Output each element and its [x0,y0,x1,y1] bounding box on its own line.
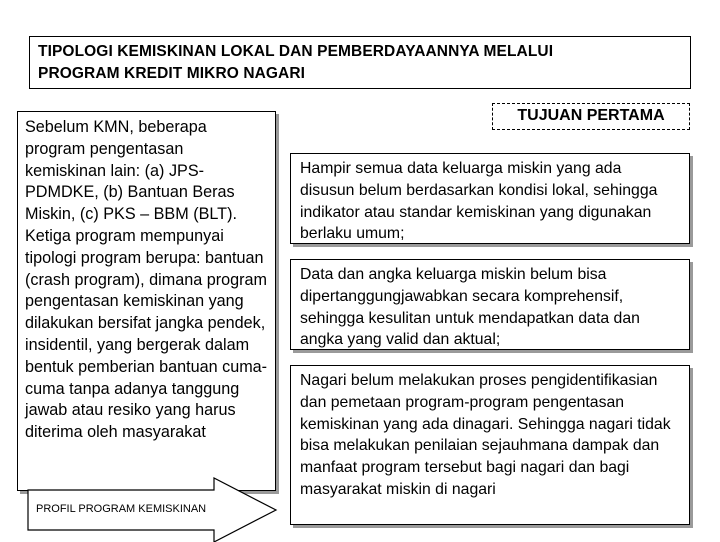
point-box-1 [290,153,690,244]
point-text-2: Data dan angka keluarga miskin belum bisa dipertanggungjawabkan secara komprehensif, sehingga kesulitan untuk mendapatkan data dan angka yang valid dan aktual; [300,266,640,349]
title-line-2: PROGRAM KREDIT MIKRO NAGARI [38,65,306,82]
profile-arrow-label: PROFIL PROGRAM KEMISKINAN [36,503,207,515]
point-text-1: Hampir semua data keluarga miskin yang ada disusun belum berdasarkan kondisi lokal, sehingga indikator atau standar kemiskinan yang digunakan berlaku umum; [300,160,658,243]
tujuan-pertama-label: TUJUAN PERTAMA [492,103,690,130]
point-text-3: Nagari belum melakukan proses pengidentifikasian dan pemetaan program-program pengentasan kemiskinan yang ada dinagari. Sehingga nagari tidak bisa melakukan penilaian sejauhmana dampak dan manfaat program tersebut bagi nagari dan bagi masyarakat miskin di nagari [300,372,671,498]
program-history-text: Sebelum KMN, beberapa program pengentasan kemiskinan lain: (a) JPS-PDMDKE, (b) Bantuan Beras Miskin, (c) PKS – BBM (BLT). Ketiga program mempunyai tipologi program berupa: bantuan (crash program), dimana program pengentasan kemiskinan yang dilakukan bersifat jangka pendek, insidentil, yang bergerak dalam bentuk pemberian bantuan cuma-cuma tanpa adanya tanggung jawab atau resiko yang harus diterima oleh masyarakat [25,118,268,442]
point-box-3 [290,365,690,525]
title-box [29,36,691,89]
program-history-box [17,111,276,491]
title-line-1: TIPOLOGI KEMISKINAN LOKAL DAN PEMBERDAYAANNYA MELALUI [38,43,554,60]
point-box-2 [290,259,690,350]
